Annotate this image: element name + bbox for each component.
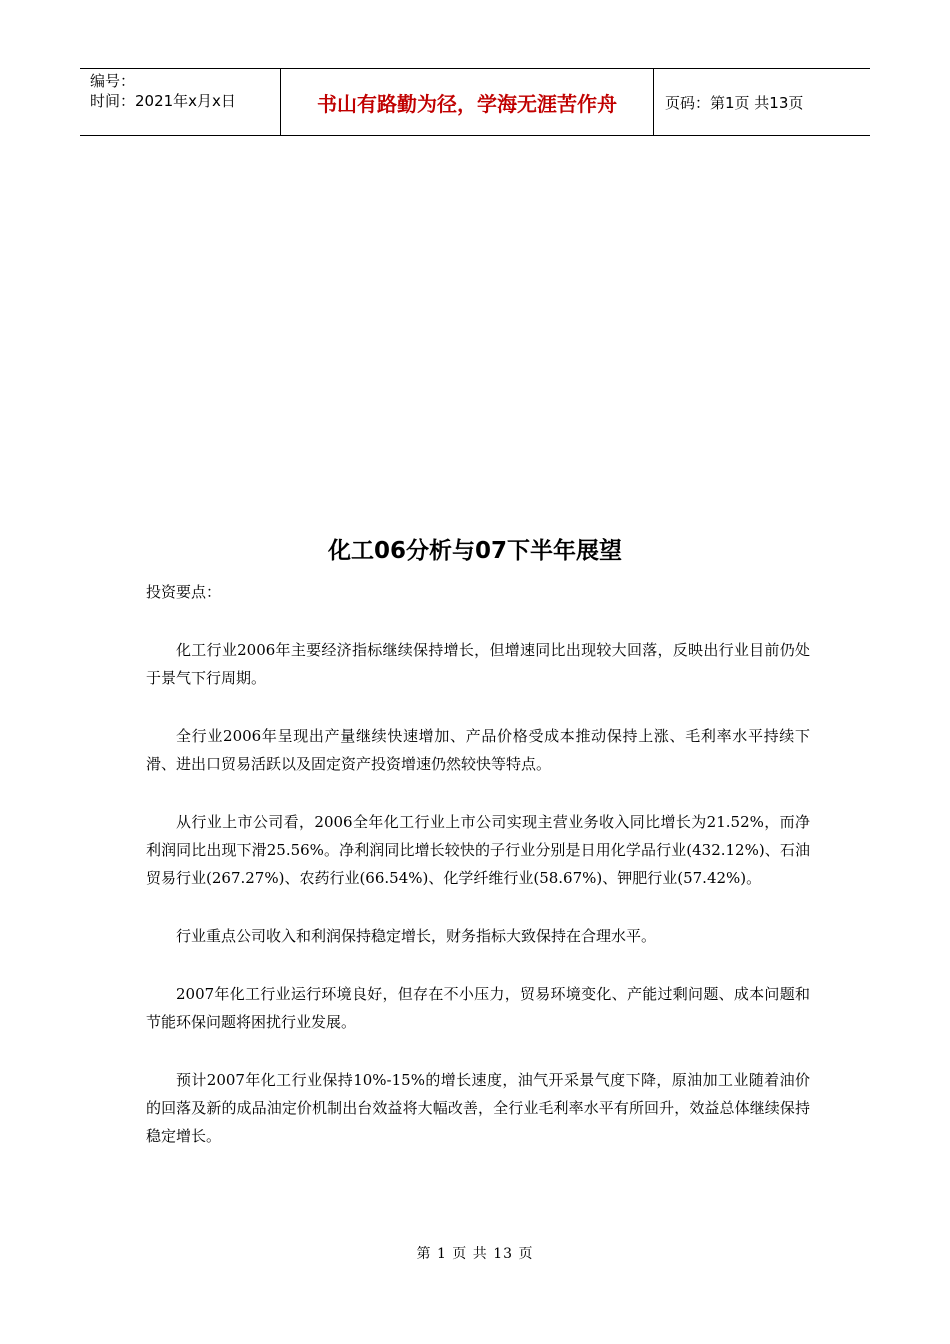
document-number-label: 编号：: [90, 72, 136, 90]
header-meta: [80, 69, 281, 135]
header-page-info: 页码：第1页 共13页: [665, 93, 804, 112]
header-motto: 书山有路勤为径，学海无涯苦作舟: [281, 69, 654, 135]
page-footer: 第 1 页 共 13 页: [416, 1246, 534, 1262]
body-paragraph: 全行业2006年呈现出产量继续快速增加、产品价格受成本推动保持上涨、毛利率水平持续下滑、进出口贸易活跃以及固定资产投资增速仍然较快等特点。: [146, 727, 810, 773]
body-paragraph: 从行业上市公司看，2006全年化工行业上市公司实现主营业务收入同比增长为21.52%，而净利润同比出现下滑25.56%。净利润同比增长较快的子行业分别是日用化学品行业(432.12%)、石油贸易行业(267.27%)、农药行业(66.54%)、化学纤维行业(58.67%)、钾肥行业(57.42%)。: [146, 813, 810, 887]
body-paragraph: 化工行业2006年主要经济指标继续保持增长，但增速同比出现较大回落，反映出行业目前仍处于景气下行周期。: [146, 641, 810, 687]
page-header: [80, 68, 870, 136]
body-paragraph: 行业重点公司收入和利润保持稳定增长，财务指标大致保持在合理水平。: [176, 927, 657, 945]
body-paragraph: 2007年化工行业运行环境良好，但存在不小压力，贸易环境变化、产能过剩问题、成本问题和节能环保问题将困扰行业发展。: [146, 985, 810, 1031]
document-title: 化工06分析与07下半年展望: [327, 538, 622, 564]
body-paragraph: 预计2007年化工行业保持10%-15%的增长速度，油气开采景气度下降，原油加工业随着油价的回落及新的成品油定价机制出台效益将大幅改善，全行业毛利率水平有所回升，效益总体继续保持稳定增长。: [146, 1071, 810, 1145]
lead-heading: 投资要点：: [146, 583, 222, 601]
document-body: [146, 578, 810, 1180]
document-time-label: 时间：2021年x月x日: [90, 92, 236, 110]
